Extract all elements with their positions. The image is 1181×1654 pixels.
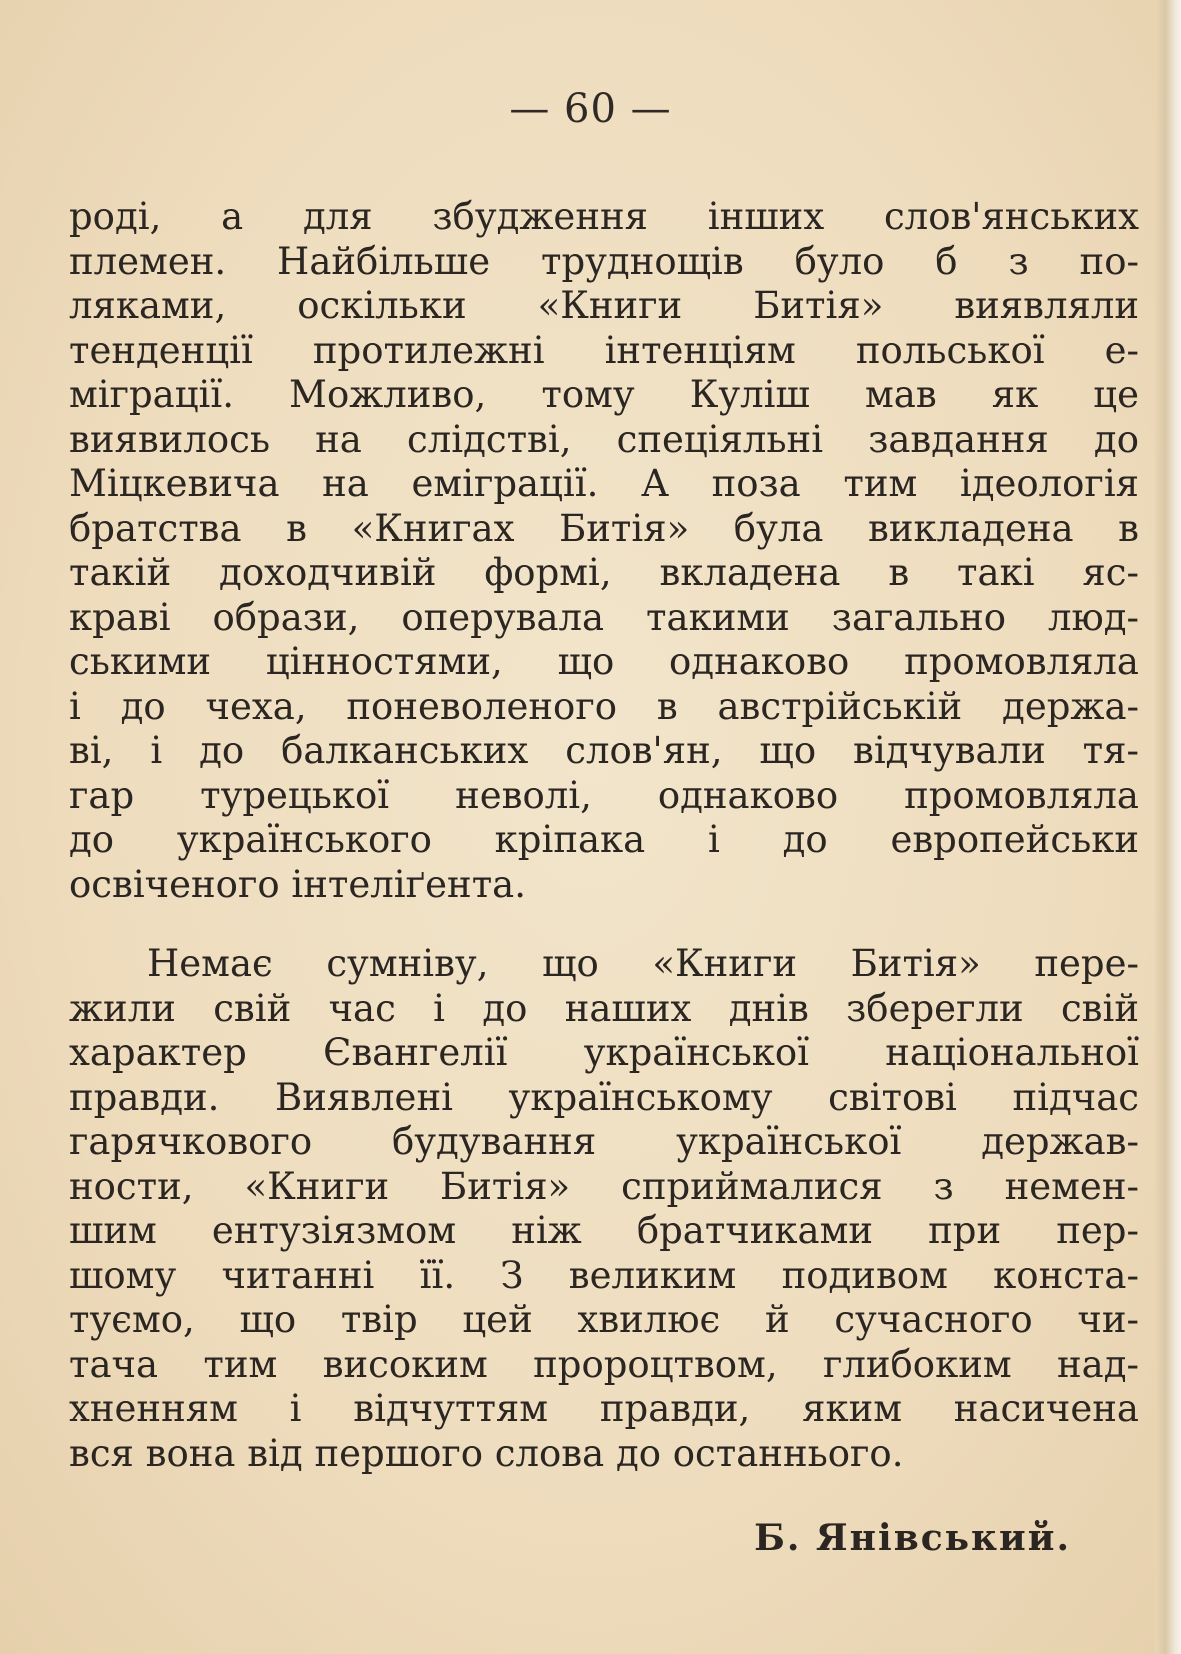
text-line: ві, і до балканських слов'ян, що відчували тя- — [69, 729, 1139, 772]
text-line: правди. Виявлені українському світові підчас — [69, 1075, 1139, 1119]
text-line: роді, а для збудження інших слов'янських — [69, 195, 1139, 238]
text-line: міграції. Можливо, тому Куліш мав як це — [69, 373, 1139, 416]
text-line: шому читанні її. З великим подивом конста- — [69, 1253, 1139, 1297]
text-line: братства в «Книгах Битія» була викладена в — [69, 506, 1139, 550]
text-line: Немає сумніву, що «Книги Битія» пере- — [147, 942, 1139, 985]
text-line: племен. Найбільше труднощів було б з по- — [69, 239, 1139, 283]
page-edge — [1155, 0, 1181, 1654]
text-line: освіченого інтеліґента. — [69, 862, 526, 906]
text-line: ськими цінностями, що однаково промовляла — [69, 640, 1139, 683]
text-line: тача тим високим пророцтвом, глибоким над- — [69, 1342, 1139, 1386]
text-line: тенденції протилежні інтенціям польської е- — [69, 328, 1139, 372]
text-line: характер Євангелії української національної — [69, 1031, 1139, 1074]
paragraph-1 — [69, 195, 1139, 907]
text-line: хненням і відчуттям правди, яким насичена — [69, 1387, 1139, 1430]
paragraph-2 — [69, 942, 1139, 1476]
author-signature: Б. Янівський. — [754, 1517, 1071, 1559]
text-line: гар турецької неволі, однаково промовляла — [69, 773, 1139, 817]
text-line: краві образи, оперувала такими загально люд- — [69, 595, 1139, 639]
text-line: туємо, що твір цей хвилює й сучасного чи- — [69, 1298, 1139, 1341]
text-line: вся вона від першого слова до останнього. — [69, 1431, 904, 1475]
page-number: — 60 — — [509, 86, 672, 132]
text-line: виявилось на слідстві, спеціяльні завдання до — [69, 417, 1139, 461]
text-line: такій доходчивій формі, вкладена в такі яс- — [69, 551, 1139, 594]
text-line: ности, «Книги Битія» сприймалися з немен- — [69, 1164, 1139, 1208]
text-line: шим ентузіязмом ніж братчиками при пер- — [69, 1209, 1139, 1252]
text-line: Міцкевича на еміграції. А поза тим ідеологія — [69, 462, 1139, 505]
text-line: жили свій час і до наших днів зберегли свій — [69, 986, 1139, 1030]
text-line: до українського кріпака і до европейськи — [69, 818, 1139, 861]
text-line: гарячкового будування української держав- — [69, 1120, 1139, 1163]
text-line: ляками, оскільки «Книги Битія» виявляли — [69, 284, 1139, 327]
text-line: і до чеха, поневоленого в австрійській держа- — [69, 684, 1139, 728]
